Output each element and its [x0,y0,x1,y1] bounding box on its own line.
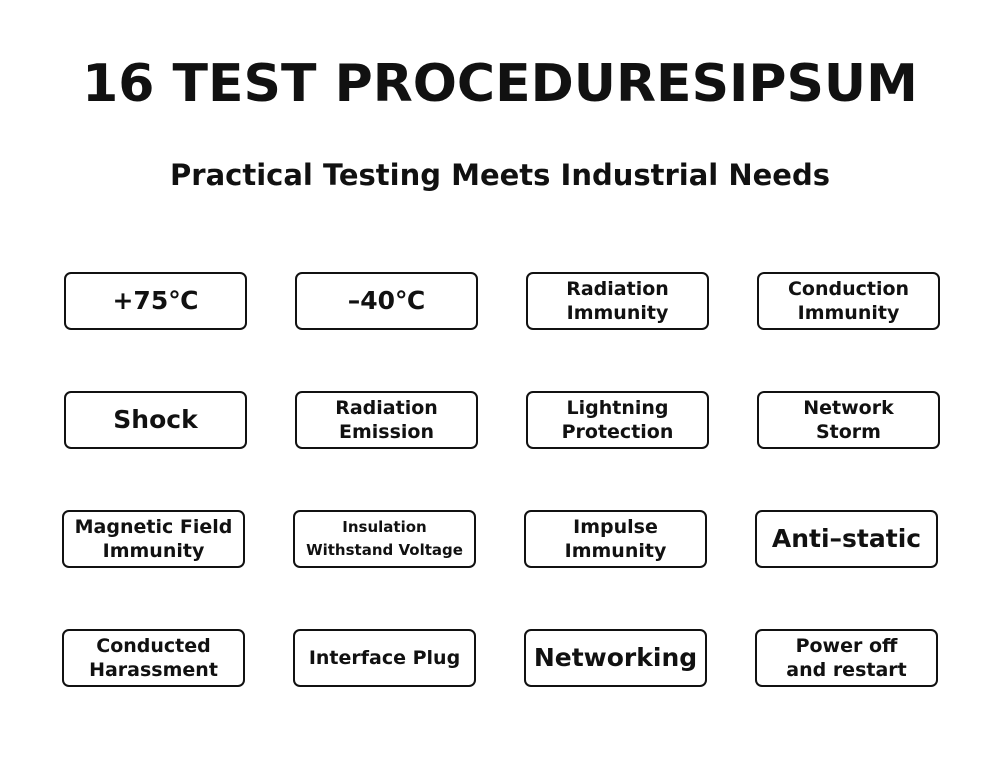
procedure-box-networking [524,629,707,687]
procedure-box-shock [64,391,247,449]
procedure-label: Shock [113,405,198,434]
procedure-box-conduction-immunity [757,272,940,330]
procedure-label: Conducted Harassment [89,635,218,681]
procedure-box-power-off-restart [755,629,938,687]
procedure-label: Networking [533,643,698,672]
procedure-label: Power off and restart [786,635,907,681]
page-title: 16 TEST PROCEDURESIPSUM [82,54,918,114]
procedure-box-conducted-harassment [62,629,245,687]
procedure-box-network-storm [757,391,940,449]
procedure-box-high-temperature [64,272,247,330]
procedure-label: Magnetic Field Immunity [74,516,233,562]
procedure-box-radiation-emission [295,391,478,449]
procedure-label: Lightning Protection [561,397,674,443]
procedure-box-low-temperature [295,272,478,330]
procedure-box-impulse-immunity [524,510,707,568]
page-subtitle: Practical Testing Meets Industrial Needs [170,158,830,192]
procedure-label: Conduction Immunity [787,278,910,324]
procedure-box-magnetic-field-immunity [62,510,245,568]
procedure-label: –40℃ [347,286,426,315]
procedure-box-anti-static [755,510,938,568]
procedure-label: Radiation Immunity [566,278,669,324]
procedure-label: +75℃ [112,286,199,315]
procedure-label: Interface Plug [308,647,461,669]
procedure-label: Network Storm [803,397,894,443]
procedure-label: Anti–static [771,524,922,553]
procedure-label: Radiation Emission [335,397,438,443]
procedure-box-radiation-immunity [526,272,709,330]
procedure-label: Impulse Immunity [564,516,667,562]
procedure-box-interface-plug [293,629,476,687]
procedure-box-insulation-withstand-voltage [293,510,476,568]
procedure-box-lightning-protection [526,391,709,449]
procedure-label: Insulation Withstand Voltage [306,518,463,559]
